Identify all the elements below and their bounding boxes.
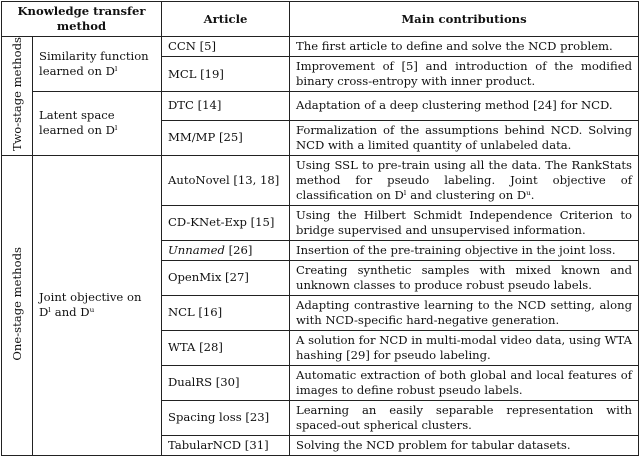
group-label: Two-stage methods — [9, 37, 24, 151]
group-label: One-stage methods — [9, 246, 24, 361]
header-contributions: Main contributions — [290, 2, 639, 37]
article-cell — [162, 240, 290, 260]
article-cell: MCL [19] — [162, 57, 290, 92]
table-row — [2, 37, 639, 57]
article-cell: CCN [5] — [162, 37, 290, 57]
category-label: Joint objective on Dˡ and Dᵘ — [33, 155, 162, 455]
contribution-cell: Adaptation of a deep clustering method [24] for NCD. — [290, 92, 639, 121]
article-italic: Unnamed — [168, 242, 225, 257]
contribution-cell: Solving the NCD problem for tabular datasets. — [290, 435, 639, 455]
methods-table — [1, 1, 639, 456]
category-label: Latent space learned on Dˡ — [33, 92, 162, 156]
article-cell: TabularNCD [31] — [162, 435, 290, 455]
article-cell: MM/MP [25] — [162, 120, 290, 155]
article-cell: WTA [28] — [162, 330, 290, 365]
contribution-cell: The first article to define and solve the NCD problem. — [290, 37, 639, 57]
contribution-cell: Automatic extraction of both global and local features of images to define robust pseudo labels. — [290, 365, 639, 400]
category-label: Similarity function learned on Dˡ — [33, 37, 162, 92]
group-two-stage — [2, 37, 33, 156]
contribution-cell: Insertion of the pre-training objective in the joint loss. — [290, 240, 639, 260]
article-cell: DTC [14] — [162, 92, 290, 121]
header-method: Knowledge transfer method — [2, 2, 162, 37]
article-cell: CD-KNet-Exp [15] — [162, 205, 290, 240]
article-cell: OpenMix [27] — [162, 260, 290, 295]
contribution-cell: Improvement of [5] and introduction of the modified binary cross-entropy with inner product. — [290, 57, 639, 92]
article-cell: DualRS [30] — [162, 365, 290, 400]
article-cell: Spacing loss [23] — [162, 400, 290, 435]
group-one-stage — [2, 155, 33, 455]
article-cell: NCL [16] — [162, 295, 290, 330]
contribution-cell: Adapting contrastive learning to the NCD setting, along with NCD-specific hard-negative generation. — [290, 295, 639, 330]
table-row — [2, 92, 639, 121]
contribution-cell: A solution for NCD in multi-modal video data, using WTA hashing [29] for pseudo labeling. — [290, 330, 639, 365]
contribution-cell: Formalization of the assumptions behind NCD. Solving NCD with a limited quantity of unlabeled data. — [290, 120, 639, 155]
header-row — [2, 2, 639, 37]
contribution-cell: Creating synthetic samples with mixed known and unknown classes to produce robust pseudo labels. — [290, 260, 639, 295]
header-article: Article — [162, 2, 290, 37]
table-row — [2, 155, 639, 205]
contribution-cell: Using the Hilbert Schmidt Independence Criterion to bridge supervised and unsupervised information. — [290, 205, 639, 240]
article-cell: AutoNovel [13, 18] — [162, 155, 290, 205]
contribution-cell: Learning an easily separable representation with spaced-out spherical clusters. — [290, 400, 639, 435]
article-ref: [26] — [228, 242, 253, 257]
contribution-cell: Using SSL to pre-train using all the data. The RankStats method for pseudo labeling. Joint objective of classification on Dˡ and clustering on Dᵘ. — [290, 155, 639, 205]
